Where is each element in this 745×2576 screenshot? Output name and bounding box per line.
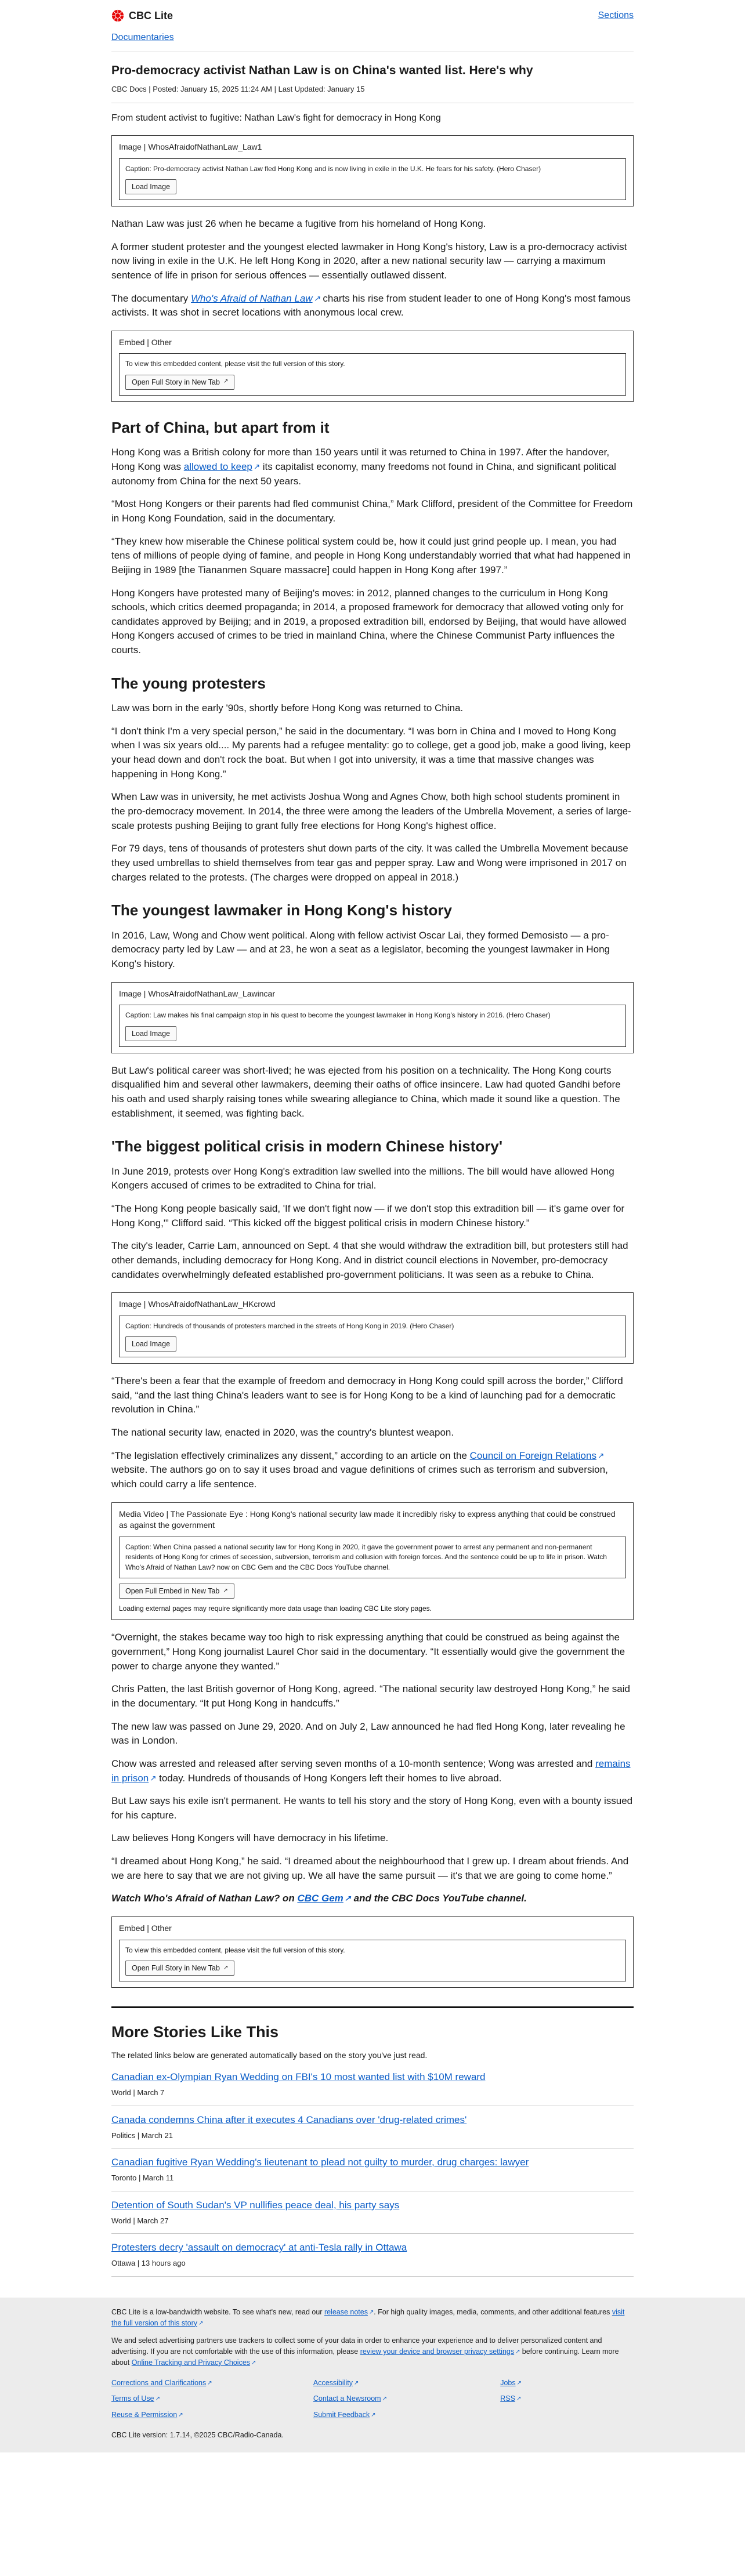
article-paragraph: [111, 1374, 634, 1417]
caption-text: Caption: Pro-democracy activist Nathan Law fled Hong Kong and is now living in exile in the U.K. He fears for his safety. (Hero Chaser): [125, 164, 541, 173]
footer-link-cell: [500, 2378, 634, 2389]
embed-placeholder-top: [111, 331, 634, 402]
external-link-icon: ↗: [382, 2396, 387, 2403]
external-link-icon: ↗: [344, 1894, 351, 1903]
footer-link-contact-a-newsroom[interactable]: Contact a Newsroom ↗: [313, 2394, 387, 2403]
stories-list: [111, 2063, 634, 2276]
article-paragraph: [111, 1631, 634, 1673]
article-paragraph: [111, 701, 634, 716]
article-paragraph: [111, 1854, 634, 1883]
article-title: Pro-democracy activist Nathan Law is on China's wanted list. Here's why: [111, 63, 533, 77]
embed-label: Embed | Other: [119, 1923, 172, 1933]
release-notes-link[interactable]: release notes ↗: [324, 2307, 374, 2316]
external-link-icon: ↗: [515, 2349, 520, 2356]
story-link[interactable]: Canada condemns China after it executes 4 Canadians over 'drug-related crimes': [111, 2114, 467, 2125]
section-heading: 'The biggest political crisis in modern Chinese history': [111, 1137, 503, 1155]
story-item: [111, 2191, 634, 2234]
image-placeholder-law1: [111, 135, 634, 206]
article-paragraph: [111, 1202, 634, 1230]
story-link[interactable]: Detention of South Sudan's VP nullifies peace deal, his party says: [111, 2199, 400, 2211]
text-run: “I don't think I'm a very special person,” he said in the documentary. “I was born in China and I moved to Hong Kong when I was six years old.... My parents had a refugee mentality: go to college, get a good job, make a good living, keep your head down and don't rock the boat. But when I got into university, it was a time that massive changes was happening in Hong Kong.”: [111, 725, 631, 780]
article-paragraph: [111, 586, 634, 658]
image-label: Image | WhosAfraidofNathanLaw_Lawincar: [119, 988, 276, 998]
header-row: [111, 8, 634, 23]
text-run: charts his rise from student leader to one of Hong Kong's most famous activists. It was shot in secret locations with anonymous local crew.: [111, 292, 631, 318]
load-image-button[interactable]: Load Image: [125, 1026, 176, 1041]
footer-link-reuse-permission[interactable]: Reuse & Permission ↗: [111, 2411, 183, 2419]
footer-paragraph: [111, 2307, 634, 2329]
footer-paragraphs: [111, 2307, 634, 2368]
article-byline: CBC Docs | Posted: January 15, 2025 11:24 AM | Last Updated: January 15: [111, 85, 365, 94]
article-paragraph: [111, 292, 634, 320]
article-paragraph: [111, 1757, 634, 1785]
load-image-button[interactable]: Load Image: [125, 179, 176, 194]
footer-link-accessibility[interactable]: Accessibility ↗: [313, 2378, 359, 2387]
box-inner: [119, 1537, 626, 1578]
footer-link-corrections-and-clarifications[interactable]: Corrections and Clarifications ↗: [111, 2378, 212, 2387]
footer-version: CBC Lite version: 1.7.14, ©2025 CBC/Radio-Canada.: [111, 2430, 284, 2439]
remains-in-prison-link[interactable]: remains in prison ↗: [111, 1758, 631, 1784]
footer-link-cell: [313, 2378, 491, 2389]
button-row: [125, 375, 620, 390]
embed-label: Embed | Other: [119, 337, 172, 347]
article-paragraph: [111, 217, 634, 231]
footer-links: [111, 2378, 634, 2421]
external-link-icon: ↗: [516, 2396, 522, 2403]
section-heading: The young protesters: [111, 674, 266, 692]
text-run: But Law says his exile isn't permanent. He wants to tell his story and the story of Hong Kong, even with a bounty issued for his capture.: [111, 1795, 633, 1821]
article-paragraph: [111, 1831, 634, 1846]
story-meta: Toronto | March 11: [111, 2173, 174, 2183]
load-image-button[interactable]: Load Image: [125, 1336, 176, 1352]
article-paragraph: [111, 1449, 634, 1492]
text-run: The documentary: [111, 292, 191, 304]
data-usage-note: Loading external pages may require significantly more data usage than loading CBC Lite story pages.: [119, 1604, 432, 1613]
article-paragraph: [111, 1892, 634, 1906]
full-version-link[interactable]: visit the full version of this story ↗: [111, 2307, 625, 2327]
cbc-gem-icon: [111, 9, 124, 22]
article-body: [111, 135, 634, 1988]
open-full-story-button[interactable]: Open Full Story in New Tab ↗: [125, 1961, 234, 1976]
caption-text: Caption: Law makes his final campaign stop in his quest to become the youngest lawmaker in Hong Kong's history in 2016. (Hero Chaser): [125, 1011, 551, 1020]
article-paragraph: [111, 1165, 634, 1193]
external-link-icon: ↗: [150, 1773, 157, 1782]
story-link[interactable]: Protesters decry 'assault on democracy' at anti-Tesla rally in Ottawa: [111, 2242, 407, 2253]
external-link-icon: ↗: [353, 2379, 359, 2386]
text-run: Hong Kongers have protested many of Beijing's moves: in 2012, planned changes to the curriculum in Hong Kong schools, which critics deemed propaganda; in 2014, a proposed framework for democracy that allowed voting only for candidates approved by Beijing; and in 2019, a proposed extradition bill, endorsed by Beijing, that would have allowed Hong Kongers accused of crimes to be tried in mainland China, where the Chinese Communist Party influences the courts.: [111, 587, 627, 656]
text-run: . For high quality images, media, comments, and other additional features: [374, 2307, 612, 2316]
external-link-icon: ↗: [516, 2379, 522, 2386]
cbc-lite-home-link[interactable]: [111, 8, 173, 23]
story-link[interactable]: Canadian ex-Olympian Ryan Wedding on FBI's 10 most wanted list with $10M reward: [111, 2071, 486, 2083]
breadcrumb: [111, 30, 634, 45]
text-run: “The Hong Kong people basically said, 'If we don't fight now — if we don't stop this extradition bill — it's game over for Hong Kong,'” Clifford said. “This kicked off the biggest political crisis in modern Chinese history.”: [111, 1203, 625, 1229]
text-run: “The legislation effectively criminalizes any dissent,” according to an article on the: [111, 1450, 470, 1461]
text-run: “I dreamed about Hong Kong,” he said. “I dreamed about the neighbourhood that I grew up. I dream about friends. And we are here to say that we are not giving up. We all have the same pursuit — it's that we are going to come home.”: [111, 1856, 629, 1881]
button-row: [125, 1336, 620, 1352]
article-paragraph: [111, 535, 634, 578]
footer-link-jobs[interactable]: Jobs ↗: [500, 2378, 522, 2387]
article-paragraph: [111, 1239, 634, 1282]
text-run: The national security law, enacted in 2020, was the country's bluntest weapon.: [111, 1427, 454, 1439]
external-link-icon: ↗: [223, 378, 229, 385]
article-paragraph: [111, 1794, 634, 1823]
article-paragraph: [111, 724, 634, 782]
caption-text: Caption: When China passed a national security law for Hong Kong in 2020, it gave the government power to arrest any permanent and non-permanent residents of Hong Kong for crimes of secession, subversion, terrorism and collusion with foreign forces. And the sentence could be up to life in prison. Watch Who's Afraid of Nathan Law? now on CBC Gem and the CBC Docs YouTube channel.: [125, 1542, 607, 1571]
text-run: The city's leader, Carrie Lam, announced on Sept. 4 that she would withdraw the extradition bill, but protesters still had other demands, including democracy for Hong Kong. And in district council elections in November, pro-democracy candidates overwhelmingly defeated established pro-government politicians. It was seen as a rebuke to China.: [111, 1240, 628, 1280]
external-link-icon: ↗: [223, 1964, 229, 1971]
box-inner: [119, 353, 626, 395]
documentary-link[interactable]: Who's Afraid of Nathan Law ↗: [191, 292, 320, 304]
external-link-icon: ↗: [597, 1451, 605, 1460]
article: [111, 63, 634, 1988]
box-inner: [119, 1005, 626, 1046]
more-stories-section: [111, 2021, 634, 2277]
embed-note: To view this embedded content, please visit the full version of this story.: [125, 360, 345, 368]
story-meta: Politics | March 21: [111, 2131, 173, 2140]
article-deck: From student activist to fugitive: Nathan Law's fight for democracy in Hong Kong: [111, 113, 441, 123]
footer-paragraph: [111, 2335, 634, 2368]
text-run: For 79 days, tens of thousands of protesters shut down parts of the city. It was called the Umbrella Movement because they used umbrellas to shield themselves from tear gas and pepper spray. Law and Wong were imprisoned in 2017 on charges related to the protests. (The charges were dropped on appeal in 2018.): [111, 843, 628, 883]
footer: [0, 2298, 745, 2452]
text-run: Nathan Law was just 26 when he became a fugitive from his homeland of Hong Kong.: [111, 218, 486, 230]
article-paragraph: [111, 497, 634, 526]
footer-link-cell: [313, 2393, 491, 2404]
story-meta: Ottawa | 13 hours ago: [111, 2259, 186, 2268]
article-paragraph: [111, 842, 634, 885]
external-link-icon: ↗: [253, 462, 260, 472]
text-run: Watch Who's Afraid of Nathan Law? on: [111, 1893, 298, 1904]
box-inner: [119, 1940, 626, 1981]
more-stories-intro: The related links below are generated automatically based on the story you've just read.: [111, 2050, 428, 2060]
external-link-icon: ↗: [198, 2320, 204, 2327]
text-run: Law believes Hong Kongers will have democracy in his lifetime.: [111, 1832, 389, 1844]
allowed-to-keep-link[interactable]: allowed to keep ↗: [183, 461, 260, 473]
header: [111, 0, 634, 45]
box-inner: [119, 1316, 626, 1357]
embed-note: To view this embedded content, please visit the full version of this story.: [125, 1945, 345, 1954]
footer-link-cell: [111, 2378, 304, 2389]
external-link-icon: ↗: [313, 294, 320, 303]
text-run: and the CBC Docs YouTube channel.: [350, 1893, 527, 1904]
text-run: “Most Hong Kongers or their parents had fled communist China,” Mark Clifford, president of the Committee for Freedom in Hong Kong Foundation, said in the documentary.: [111, 498, 633, 524]
footer-link-terms-of-use[interactable]: Terms of Use ↗: [111, 2394, 160, 2403]
footer-link-submit-feedback[interactable]: Submit Feedback ↗: [313, 2411, 376, 2419]
brand-name: CBC Lite: [129, 10, 173, 21]
article-paragraph: [111, 1720, 634, 1748]
breadcrumb-documentaries-link[interactable]: Documentaries: [111, 32, 174, 43]
council-foreign-relations-link[interactable]: Council on Foreign Relations ↗: [469, 1450, 605, 1461]
text-run: website. The authors go on to say it uses broad and vague definitions of crimes such as terrorism and subversion, which could carry a life sentence.: [111, 1464, 608, 1490]
article-end-divider: [111, 2006, 634, 2008]
online-tracking-privacy-choices-link[interactable]: Online Tracking and Privacy Choices ↗: [131, 2358, 256, 2367]
external-link-icon: ↗: [207, 2379, 212, 2386]
footer-link-cell: [313, 2410, 491, 2421]
external-link-icon: ↗: [369, 2309, 374, 2316]
footer-link-cell: [111, 2393, 304, 2404]
text-run: before continuing. Learn more about: [111, 2347, 619, 2367]
story-item: [111, 2234, 634, 2276]
box-inner: [119, 158, 626, 200]
footer-link-cell: [500, 2410, 634, 2421]
text-run: CBC Lite is a low-bandwidth website. To see what's new, read our: [111, 2307, 324, 2316]
open-full-embed-button[interactable]: Open Full Embed in New Tab ↗: [119, 1584, 234, 1599]
article-paragraph: [111, 240, 634, 283]
external-link-icon: ↗: [223, 1587, 228, 1594]
image-placeholder-hkcrowd: [111, 1292, 634, 1364]
section-heading: Part of China, but apart from it: [111, 418, 330, 436]
text-run: When Law was in university, he met activists Joshua Wong and Agnes Chow, both high school students prominent in the pro-democracy movement. In 2014, the three were among the leaders of the Umbrella Movement, a series of large-scale protests pushing Beijing to grant fully free elections for Hong Kong's highest office.: [111, 791, 631, 831]
footer-link-cell: [500, 2393, 634, 2404]
button-row: [119, 1584, 626, 1599]
text-run: Hong Kong was a British colony for more than 150 years until it was returned to China in 1997. After the handover, Hong Kong was: [111, 447, 610, 473]
external-link-icon: ↗: [251, 2359, 256, 2366]
article-paragraph: [111, 445, 634, 488]
external-link-icon: ↗: [371, 2412, 376, 2419]
privacy-settings-link[interactable]: review your device and browser privacy settings ↗: [360, 2347, 520, 2356]
cbc-gem-link[interactable]: CBC Gem ↗: [297, 1893, 351, 1904]
footer-link-rss[interactable]: RSS ↗: [500, 2394, 522, 2403]
story-item: [111, 2149, 634, 2191]
story-item: [111, 2063, 634, 2106]
text-run: its capitalist economy, many freedoms not found in China, and significant political autonomy from China for the next 50 years.: [111, 461, 616, 487]
text-run: The new law was passed on June 29, 2020. And on July 2, Law announced he had fled Hong Kong, later revealing he was in London.: [111, 1720, 625, 1747]
text-run: today. Hundreds of thousands of Hong Kongers left their homes to live abroad.: [156, 1772, 502, 1784]
external-link-icon: ↗: [178, 2412, 183, 2419]
text-run: Chris Patten, the last British governor of Hong Kong, agreed. “The national security law destroyed Hong Kong,” he said in the documentary. “It put Hong Kong in handcuffs.”: [111, 1683, 630, 1709]
story-meta: World | March 7: [111, 2088, 165, 2097]
story-meta: World | March 27: [111, 2216, 169, 2225]
open-full-story-button[interactable]: Open Full Story in New Tab ↗: [125, 375, 234, 390]
caption-text: Caption: Hundreds of thousands of protesters marched in the streets of Hong Kong in 2019. (Hero Chaser): [125, 1321, 454, 1330]
text-run: A former student protester and the youngest elected lawmaker in Hong Kong's history, Law is a pro-democracy activist now living in exile in the U.K. He left Hong Kong in 2020, after a new national security law — carrying a maximum sentence of life in prison for serious offences — essentially outlawed dissent.: [111, 241, 627, 281]
text-run: We and select advertising partners use trackers to collect some of your data in order to enhance your experience and to deliver personalized content and advertising. If you are not comfortable with the use of this information, please: [111, 2336, 602, 2356]
text-run: Law was born in the early '90s, shortly before Hong Kong was returned to China.: [111, 702, 464, 714]
main-content: [111, 63, 634, 2277]
section-heading: The youngest lawmaker in Hong Kong's history: [111, 901, 452, 919]
article-paragraph: [111, 790, 634, 833]
more-stories-heading: More Stories Like This: [111, 2023, 279, 2041]
story-link[interactable]: Canadian fugitive Ryan Wedding's lieutenant to plead not guilty to murder, drug charges: lawyer: [111, 2157, 529, 2168]
text-run: But Law's political career was short-lived; he was ejected from his position on a technicality. The Hong Kong courts disqualified him and several other lawmakers, deeming their oaths of office insincere. Law had quoted Gandhi before his oath and used sharply raising tones while swearing allegiance to China, which made it sound like a question. The establishment, it seemed, was fighting back.: [111, 1064, 621, 1119]
text-run: “They knew how miserable the Chinese political system could be, how it could just grind people up. I mean, you had tens of millions of people dying of famine, and people in Hong Kong understandably worried that what had happened in Beijing in 1989 [the Tiananmen Square massacre] could happen in Hong Kong after 1997.”: [111, 535, 631, 575]
button-row: [125, 179, 620, 194]
text-run: “There's been a fear that the example of freedom and democracy in Hong Kong could spill across the border,” Clifford said, “and the last thing China's leaders want to see is for Hong Kong to be a kind of launching pad for a democratic revolution in China.”: [111, 1375, 623, 1415]
button-row: [125, 1961, 620, 1976]
text-run: In June 2019, protests over Hong Kong's extradition law swelled into the millions. The bill would have allowed Hong Kongers accused of crimes to be extradited to China for trial.: [111, 1165, 614, 1191]
text-run: “Overnight, the stakes became way too high to risk expressing anything that could be construed as being against the government,” Hong Kong journalist Laurel Chor said in the documentary. “It essentially would give the government the power to charge anyone they wanted.”: [111, 1632, 625, 1672]
text-run: Chow was arrested and released after serving seven months of a 10-month sentence; Wong was arrested and: [111, 1758, 596, 1769]
article-paragraph: [111, 1064, 634, 1121]
image-placeholder-lawincar: [111, 982, 634, 1053]
media-label: Media Video | The Passionate Eye : Hong Kong's national security law made it incredibly risky to express anything that could be construed as against the government: [119, 1509, 616, 1530]
external-link-icon: ↗: [155, 2396, 160, 2403]
article-paragraph: [111, 1682, 634, 1711]
story-item: [111, 2106, 634, 2149]
image-label: Image | WhosAfraidofNathanLaw_Law1: [119, 142, 262, 152]
sections-link[interactable]: Sections: [598, 10, 634, 21]
media-video-placeholder: [111, 1502, 634, 1621]
text-run: In 2016, Law, Wong and Chow went political. Along with fellow activist Oscar Lai, they formed Demosisto — a pro-democracy party led by Law — and at 23, he won a seat as a legislator, becoming the youngest lawmaker in Hong Kong's history.: [111, 929, 610, 970]
footer-link-cell: [111, 2410, 304, 2421]
button-row: [125, 1026, 620, 1041]
image-label: Image | WhosAfraidofNathanLaw_HKcrowd: [119, 1299, 276, 1309]
embed-placeholder-bottom: [111, 1916, 634, 1988]
article-paragraph: [111, 1426, 634, 1440]
article-paragraph: [111, 929, 634, 972]
